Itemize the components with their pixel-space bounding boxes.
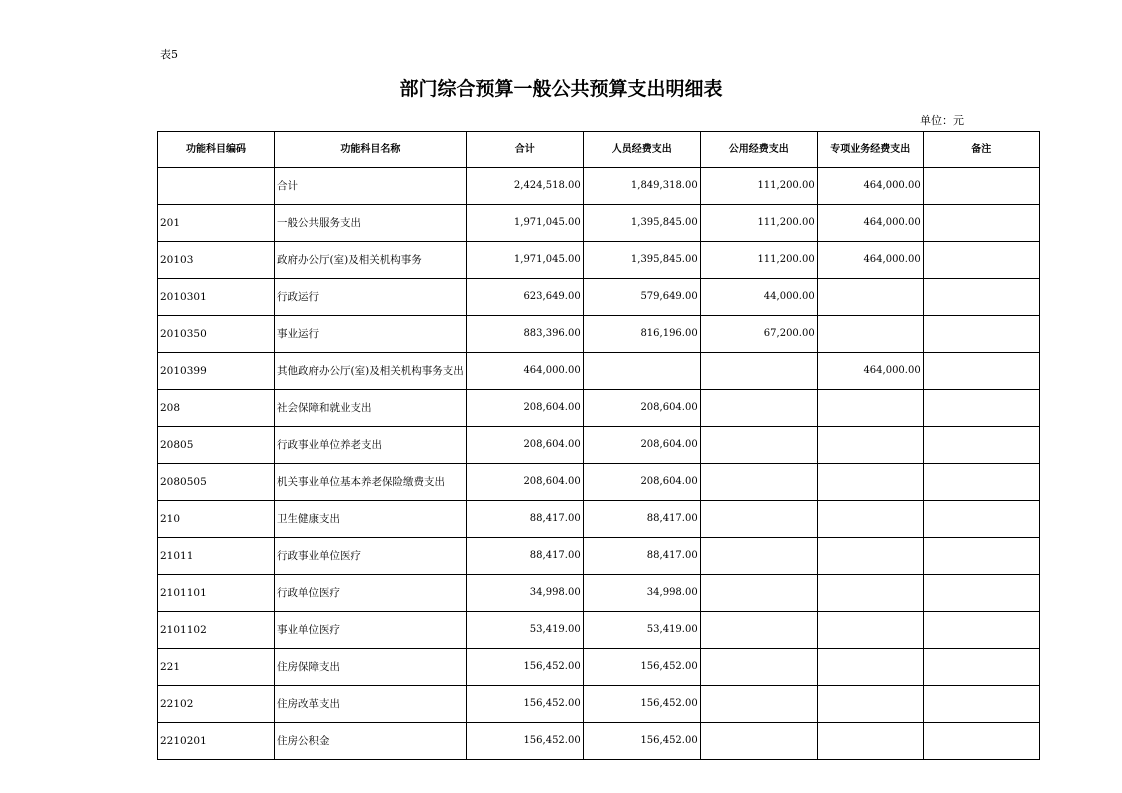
personnel-cell: 208,604.00	[583, 427, 700, 464]
code-cell	[158, 168, 275, 205]
special-cell: 464,000.00	[817, 205, 923, 242]
special-cell	[817, 464, 923, 501]
special-cell	[817, 501, 923, 538]
special-cell	[817, 316, 923, 353]
name-cell: 事业单位医疗	[275, 612, 467, 649]
table-row	[158, 649, 1040, 686]
total-cell: 883,396.00	[466, 316, 583, 353]
total-cell: 53,419.00	[466, 612, 583, 649]
table-row	[158, 316, 1040, 353]
header-public: 公用经费支出	[700, 132, 817, 168]
public-cell	[700, 353, 817, 390]
note-cell	[923, 575, 1039, 612]
header-personnel: 人员经费支出	[583, 132, 700, 168]
public-cell	[700, 427, 817, 464]
code-cell: 208	[158, 390, 275, 427]
total-cell: 208,604.00	[466, 427, 583, 464]
name-cell: 住房公积金	[275, 723, 467, 760]
special-cell: 464,000.00	[817, 353, 923, 390]
personnel-cell: 88,417.00	[583, 538, 700, 575]
note-cell	[923, 316, 1039, 353]
name-cell: 政府办公厅(室)及相关机构事务	[275, 242, 467, 279]
note-cell	[923, 538, 1039, 575]
code-cell: 2010399	[158, 353, 275, 390]
special-cell: 464,000.00	[817, 242, 923, 279]
special-cell	[817, 612, 923, 649]
total-cell: 208,604.00	[466, 390, 583, 427]
personnel-cell: 816,196.00	[583, 316, 700, 353]
total-cell: 156,452.00	[466, 649, 583, 686]
personnel-cell: 53,419.00	[583, 612, 700, 649]
public-cell	[700, 723, 817, 760]
personnel-cell: 579,649.00	[583, 279, 700, 316]
public-cell	[700, 464, 817, 501]
total-cell: 88,417.00	[466, 538, 583, 575]
special-cell	[817, 649, 923, 686]
code-cell: 2101101	[158, 575, 275, 612]
public-cell: 67,200.00	[700, 316, 817, 353]
code-cell: 21011	[158, 538, 275, 575]
special-cell	[817, 538, 923, 575]
total-cell: 2,424,518.00	[466, 168, 583, 205]
personnel-cell: 1,395,845.00	[583, 242, 700, 279]
header-special: 专项业务经费支出	[817, 132, 923, 168]
table-row	[158, 353, 1040, 390]
personnel-cell	[583, 353, 700, 390]
public-cell	[700, 538, 817, 575]
code-cell: 210	[158, 501, 275, 538]
name-cell: 其他政府办公厅(室)及相关机构事务支出	[275, 353, 467, 390]
note-cell	[923, 390, 1039, 427]
name-cell: 一般公共服务支出	[275, 205, 467, 242]
code-cell: 2080505	[158, 464, 275, 501]
note-cell	[923, 353, 1039, 390]
special-cell	[817, 390, 923, 427]
name-cell: 住房改革支出	[275, 686, 467, 723]
header-row	[158, 132, 1040, 168]
note-cell	[923, 205, 1039, 242]
code-cell: 201	[158, 205, 275, 242]
public-cell	[700, 686, 817, 723]
public-cell	[700, 649, 817, 686]
personnel-cell: 1,395,845.00	[583, 205, 700, 242]
special-cell: 464,000.00	[817, 168, 923, 205]
total-cell: 156,452.00	[466, 723, 583, 760]
note-cell	[923, 501, 1039, 538]
header-code: 功能科目编码	[158, 132, 275, 168]
note-cell	[923, 612, 1039, 649]
table-row	[158, 686, 1040, 723]
name-cell: 行政事业单位医疗	[275, 538, 467, 575]
table-row	[158, 575, 1040, 612]
table-row	[158, 279, 1040, 316]
total-cell: 1,971,045.00	[466, 242, 583, 279]
name-cell: 卫生健康支出	[275, 501, 467, 538]
public-cell	[700, 575, 817, 612]
note-cell	[923, 427, 1039, 464]
special-cell	[817, 686, 923, 723]
name-cell: 住房保障支出	[275, 649, 467, 686]
name-cell: 社会保障和就业支出	[275, 390, 467, 427]
header-total: 合计	[466, 132, 583, 168]
name-cell: 事业运行	[275, 316, 467, 353]
public-cell: 111,200.00	[700, 242, 817, 279]
table-row	[158, 242, 1040, 279]
public-cell	[700, 390, 817, 427]
table-row	[158, 723, 1040, 760]
code-cell: 20805	[158, 427, 275, 464]
total-cell: 464,000.00	[466, 353, 583, 390]
budget-table	[157, 131, 1040, 760]
note-cell	[923, 279, 1039, 316]
personnel-cell: 1,849,318.00	[583, 168, 700, 205]
table-row	[158, 390, 1040, 427]
code-cell: 20103	[158, 242, 275, 279]
personnel-cell: 88,417.00	[583, 501, 700, 538]
public-cell: 111,200.00	[700, 168, 817, 205]
note-cell	[923, 464, 1039, 501]
public-cell: 44,000.00	[700, 279, 817, 316]
note-cell	[923, 686, 1039, 723]
total-cell: 34,998.00	[466, 575, 583, 612]
public-cell	[700, 501, 817, 538]
total-cell: 1,971,045.00	[466, 205, 583, 242]
table-row	[158, 464, 1040, 501]
sheet-label: 表5	[160, 48, 178, 61]
header-note: 备注	[923, 132, 1039, 168]
special-cell	[817, 723, 923, 760]
special-cell	[817, 575, 923, 612]
personnel-cell: 156,452.00	[583, 723, 700, 760]
note-cell	[923, 649, 1039, 686]
header-name: 功能科目名称	[275, 132, 467, 168]
public-cell	[700, 612, 817, 649]
table-row	[158, 205, 1040, 242]
unit-label: 单位：元	[920, 114, 964, 127]
code-cell: 2210201	[158, 723, 275, 760]
code-cell: 22102	[158, 686, 275, 723]
page-title: 部门综合预算一般公共预算支出明细表	[399, 78, 723, 100]
name-cell: 行政单位医疗	[275, 575, 467, 612]
table-row	[158, 168, 1040, 205]
total-cell: 208,604.00	[466, 464, 583, 501]
total-cell: 623,649.00	[466, 279, 583, 316]
code-cell: 2010301	[158, 279, 275, 316]
name-cell: 合计	[275, 168, 467, 205]
code-cell: 2010350	[158, 316, 275, 353]
note-cell	[923, 168, 1039, 205]
table-row	[158, 501, 1040, 538]
personnel-cell: 34,998.00	[583, 575, 700, 612]
note-cell	[923, 723, 1039, 760]
total-cell: 156,452.00	[466, 686, 583, 723]
personnel-cell: 156,452.00	[583, 649, 700, 686]
note-cell	[923, 242, 1039, 279]
table-row	[158, 427, 1040, 464]
total-cell: 88,417.00	[466, 501, 583, 538]
special-cell	[817, 427, 923, 464]
code-cell: 2101102	[158, 612, 275, 649]
personnel-cell: 208,604.00	[583, 390, 700, 427]
name-cell: 行政运行	[275, 279, 467, 316]
code-cell: 221	[158, 649, 275, 686]
table-row	[158, 538, 1040, 575]
public-cell: 111,200.00	[700, 205, 817, 242]
personnel-cell: 156,452.00	[583, 686, 700, 723]
name-cell: 行政事业单位养老支出	[275, 427, 467, 464]
special-cell	[817, 279, 923, 316]
personnel-cell: 208,604.00	[583, 464, 700, 501]
name-cell: 机关事业单位基本养老保险缴费支出	[275, 464, 467, 501]
table-row	[158, 612, 1040, 649]
